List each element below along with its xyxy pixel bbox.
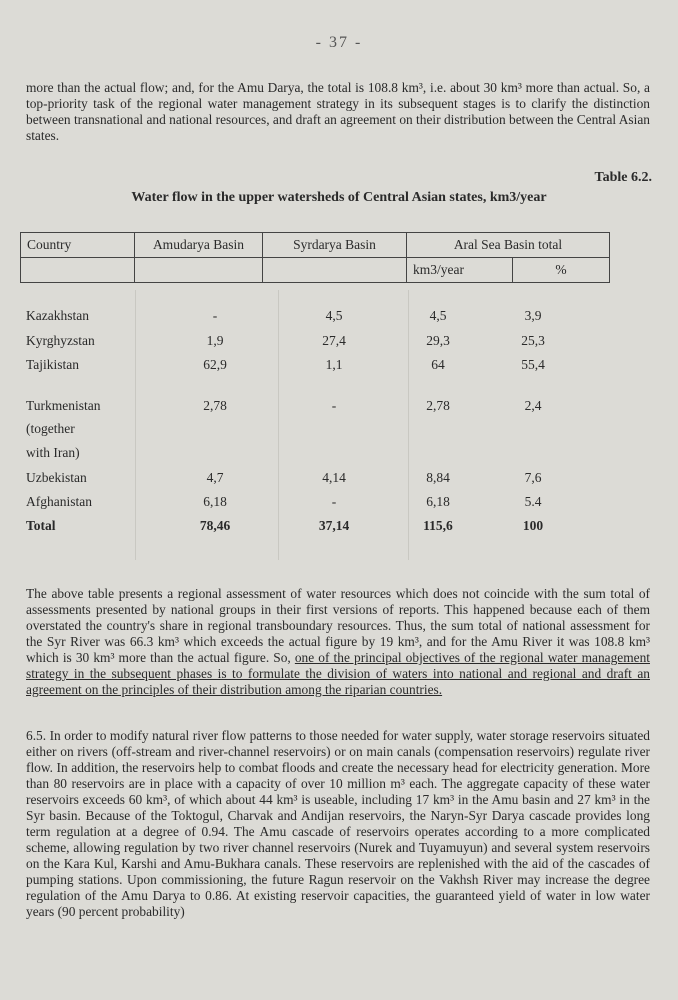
- cell-pct: 7,6: [524, 470, 542, 485]
- header-empty: [135, 258, 263, 283]
- table-row: [0, 470, 678, 490]
- header-empty: [263, 258, 407, 283]
- table-header: [20, 232, 610, 283]
- cell-km3: 64: [431, 357, 445, 372]
- cell-km3: 6,18: [426, 494, 450, 509]
- cell-syr: 27,4: [322, 333, 346, 348]
- cell-syr: 4,5: [325, 308, 343, 323]
- cell-pct: 5.4: [524, 494, 542, 509]
- cell-amu: 1,9: [206, 333, 224, 348]
- cell-km3: 29,3: [426, 333, 450, 348]
- table-row: [0, 494, 678, 514]
- cell-country: Turkmenistan: [26, 398, 101, 413]
- cell-country: (together: [26, 421, 75, 436]
- header-empty: [21, 258, 135, 283]
- cell-syr: -: [331, 398, 337, 413]
- table-row: [0, 308, 678, 328]
- cell-amu: 62,9: [203, 357, 227, 372]
- cell-amu: 6,18: [203, 494, 227, 509]
- cell-syr: 1,1: [325, 357, 343, 372]
- cell-amu: 78,46: [199, 518, 231, 533]
- cell-country: Uzbekistan: [26, 470, 87, 485]
- cell-syr: 37,14: [318, 518, 350, 533]
- header-country: Country: [21, 233, 135, 258]
- cell-syr: 4,14: [322, 470, 346, 485]
- cell-km3: 115,6: [423, 518, 453, 533]
- cell-amu: 2,78: [203, 398, 227, 413]
- cell-country: Kazakhstan: [26, 308, 89, 323]
- assessment-paragraph: [26, 586, 650, 698]
- intro-paragraph: more than the actual flow; and, for the Amu Darya, the total is 108.8 km³, i.e. about 30 km³ more than actual. So, a top-priority task of the regional water management strategy in its subsequent stages is to clarify the distinction between transnational and national resources, and draft an agreement on their distribution between the Central Asian states.: [26, 80, 650, 143]
- cell-pct: 55,4: [521, 357, 545, 372]
- table-row: [0, 398, 678, 418]
- cell-km3: 4,5: [429, 308, 447, 323]
- assessment-text: The above table presents a regional assessment of water resources which does not coincide with the sum total of assessments presented by national groups in their first versions of reports. This happened because each of them overstated the country's share in regional transboundary resources. Thus, the sum total of national assessment for the Syr River was 66.3 km³ which exceeds the actual figure by 19 km³, and for the Amu River it was 108.8 km³ which is 30 km³ more than the actual figure. So,: [26, 586, 650, 665]
- table-title: Water flow in the upper watersheds of Central Asian states, km3/year: [131, 190, 547, 205]
- section-6-5-paragraph: 6.5. In order to modify natural river flow patterns to those needed for water supply, water storage reservoirs situated either on rivers (off-stream and river-channel reservoirs) or on main canals (compensation reservoirs) regulate river flow. In addition, the reservoirs help to combat floods and create the necessary head for electricity generation. More than 80 reservoirs are in place with a capacity of over 10 million m³ each. The aggregate capacity of these water reservoirs exceeds 60 km³, of which about 44 km³ is useable, including 17 km³ in the Amu basin and 27 km³ in the Syr basin. Because of the Toktogul, Charvak and Andijan reservoirs, the Naryn-Syr Darya cascade provides long term regulation at a degree of 0.94. The Amu cascade of reservoirs operates according to a more complicated scheme, allowing regulation by two river channel reservoirs (Nurek and Tuyamuyun) and several system reservoirs on the Kara Kul, Karshi and Amu-Bukhara canals. These reservoirs are replenished with the aid of the cascades of pumping stations. Upon commissioning, the future Ragun reservoir on the Vakhsh River may increase the degree regulation of the Amu Darya to 0.86. At existing reservoir capacities, the guaranteed yield of water in low water years (90 percent probability): [26, 728, 650, 919]
- table-label: Table 6.2.: [594, 170, 652, 185]
- table-row: [0, 421, 678, 441]
- header-amudarya: Amudarya Basin: [135, 233, 263, 258]
- cell-amu: -: [212, 308, 218, 323]
- cell-pct: 25,3: [521, 333, 545, 348]
- cell-country: with Iran): [26, 445, 80, 460]
- cell-country: Afghanistan: [26, 494, 92, 509]
- cell-km3: 2,78: [426, 398, 450, 413]
- header-aral-total: Aral Sea Basin total: [407, 233, 610, 258]
- underlined-objective: one of the principal objectives of the regional water management strategy in the subsequent phases is to formulate the division of waters into national and regional and draft an agreement on the principles of their distribution among the riparian countries.: [26, 650, 650, 697]
- page-number: - 37 -: [315, 34, 363, 51]
- cell-country: Tajikistan: [26, 357, 80, 372]
- cell-pct: 3,9: [524, 308, 542, 323]
- header-km3: km3/year: [407, 258, 513, 283]
- cell-syr: -: [331, 494, 337, 509]
- header-pct: %: [513, 258, 610, 283]
- table-row: [0, 357, 678, 377]
- cell-pct: 2,4: [524, 398, 542, 413]
- table-row: [0, 445, 678, 465]
- cell-country: Kyrghyzstan: [26, 333, 95, 348]
- table-row: [0, 333, 678, 353]
- table-row-total: [0, 518, 678, 538]
- cell-km3: 8,84: [426, 470, 450, 485]
- header-syrdarya: Syrdarya Basin: [263, 233, 407, 258]
- cell-pct: 100: [522, 518, 544, 533]
- cell-amu: 4,7: [206, 470, 224, 485]
- cell-country: Total: [26, 518, 56, 533]
